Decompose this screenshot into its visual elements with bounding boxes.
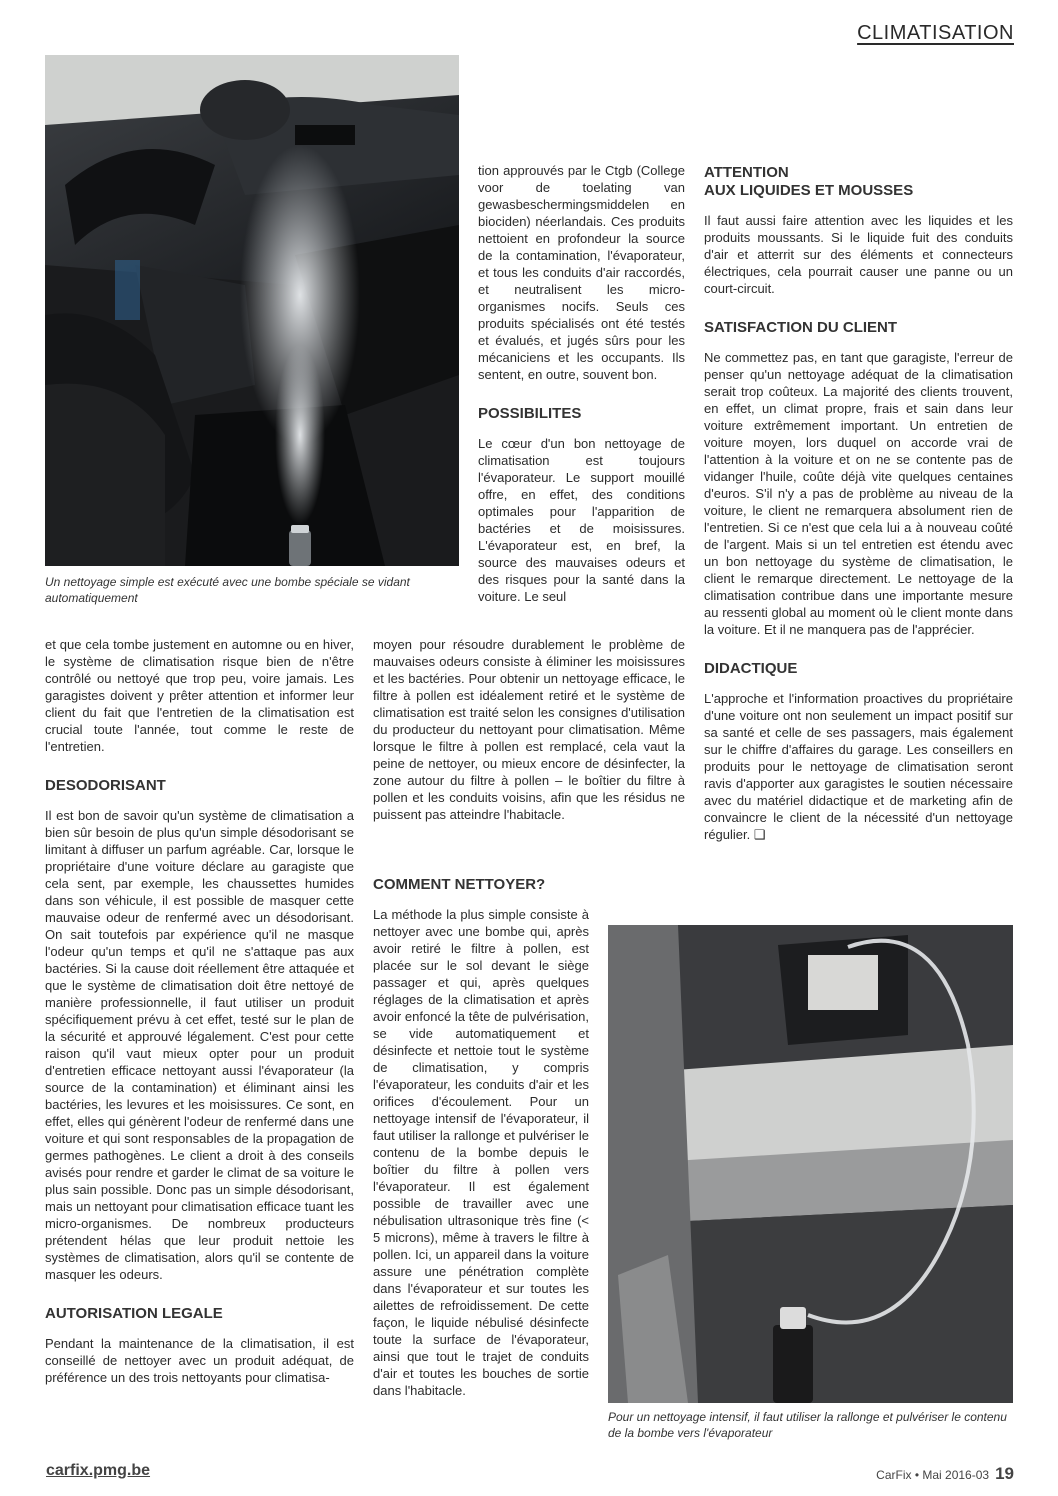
paragraph-didactique: L'approche et l'information proactives du propriétaire d'une voiture ont non seulement un impact positif sur sa santé et celle de ses passagers, mais également sur le chiffre d'affaires du garage. Les conseillers en produits pour le nettoyage de climatisation seront ravis d'apporter aux garagistes le soutien nécessaire avec du matériel didactique et de marketing afin de convaincre le client de la nécessité d'un nettoyage régulier. ❑ [704, 691, 1013, 842]
paragraph-satisfaction: Ne commettez pas, en tant que garagiste, l'erreur de penser qu'un nettoyage adéquat de la climatisation serait trop coûteux. La majorité des clients trouvent, en effet, un climat propre, frais et sain dans leur voiture extrêmement important. Un entretien de voiture moyen, lors duquel on accorde vrai de l'attention à la voiture et on ne se contente pas de vidanger l'huile, coûte déjà vite quelques centaines d'euros. S'il n'y a pas de problème au niveau de la voiture, le client ne remarquera absolument rien de l'entretien. Si ce n'est que cela lui a à nouveau coûté de l'argent. Mais si un tel entretien est étendu avec un bon nettoyage du système de climatisation, le client le remarque directement. Le nettoyage de la climatisation contribue dans une importante mesure au ressenti global au moment où le client monte dans la voiture. Et il ne manquera pas de l'apprécier. [704, 350, 1013, 637]
photo-car-interior-spray [45, 55, 459, 566]
heading-attention-1: ATTENTION [704, 164, 789, 181]
section-title: CLIMATISATION [857, 22, 1014, 44]
heading-possibilites: POSSIBILITES [478, 405, 582, 422]
footwell-illustration [608, 925, 1013, 1403]
column-1 [45, 636, 354, 1386]
paragraph-desodorisant: Il est bon de savoir qu'un système de climatisation a bien sûr besoin de plus qu'un simple désodorisant se limitant à diffuser un parfum agréable. Car, lorsque le propriétaire d'une voiture déclare au garagiste que cela sent, par exemple, les chaussettes humides dans son véhicule, il est possible de masquer cette mauvaise odeur de renfermé avec un désodorisant. On sait toutefois par expérience qu'il ne masque l'odeur qu'un temps et qu'il ne s'attaque pas aux bactéries. Si la cause doit réellement être attaquée et que le système de climatisation doit être nettoyé de manière professionnelle, il faut utiliser un produit spécifiquement prévu à cet effet, testé sur le plan de la sécurité et approuvé légalement. C'est pour cette raison qu'il vaut mieux opter pour un produit d'entretien efficace nettoyant aussi l'évaporateur (la source de la contamination) et éliminant ainsi les bactéries, les levures et les moisissures. Ce sont, en effet, elles qui génèrent l'odeur de renfermé dans une voiture et qui sont responsables de la propagation de germes pathogènes. Le client a droit à des conseils avisés pour rendre et garder le climat de sa voiture le plus sain possible. Donc pas un simple désodorisant, mais un nettoyant pour climatisation efficace tuant les micro-organismes. De nombreux producteurs prétendent hélas que leur produit nettoie les systèmes de climatisation, alors qu'il se contente de masquer les odeurs. [45, 808, 354, 1282]
paragraph-possibilites-a: Le cœur d'un bon nettoyage de climatisation est toujours l'évaporateur. Le support mouillé offre, en effet, des conditions optimales pour l'apparition de bactéries et de moisissures. L'évaporateur est, en bref, la source des mauvaises odeurs et des risques pour la santé dans la voiture. Le seul [478, 436, 685, 604]
heading-desodorisant: DESODORISANT [45, 777, 166, 794]
photo-footwell-hose [608, 925, 1013, 1403]
col1-intro: et que cela tombe justement en automne ou en hiver, le système de climatisation risque bien de n'être contrôlé ou nettoyé que trop peu, voire jamais. Les garagistes doivent y prêter attention et informer leur client du fait que l'entretien de la climatisation est crucial toute l'année, tout comme le reste de l'entretien. [45, 637, 354, 754]
footer-issue [876, 1464, 1014, 1484]
heading-comment-nettoyer: COMMENT NETTOYER? [373, 876, 546, 893]
paragraph-ctgb: tion approuvés par le Ctgb (College voor de toelating van gewasbeschermingsmiddelen en biociden) néerlandais. Ces produits nettoient en profondeur la source de la contamination, l'évaporateur, et tous les conduits d'air raccordés, et neutralisent les micro-organismes nocifs. Seuls ces produits spécialisés ont été testés et évalués, et jugés sûrs pour les mécaniciens et les occupants. Ils sentent, en outre, souvent bon. [478, 163, 685, 382]
car-interior-illustration [45, 55, 459, 566]
heading-didactique: DIDACTIQUE [704, 660, 798, 677]
column-2-comment [373, 876, 589, 1399]
issue-label: CarFix • Mai 2016-03 [876, 1468, 990, 1482]
page-number: 19 [995, 1464, 1014, 1483]
column-3 [704, 164, 1013, 843]
heading-satisfaction: SATISFACTION DU CLIENT [704, 319, 898, 336]
column-2-lower [373, 636, 685, 823]
paragraph-autorisation: Pendant la maintenance de la climatisation, il est conseillé de nettoyer avec un produit adéquat, de préférence un des trois nettoyants pour climatisa- [45, 1336, 354, 1385]
heading-attention-2: AUX LIQUIDES ET MOUSSES [704, 182, 914, 199]
paragraph-comment-nettoyer: La méthode la plus simple consiste à nettoyer avec une bombe qui, après avoir retiré le filtre à pollen, est placée sur le sol devant le siège passager et qui, après quelques réglages de la climatisation et après avoir enfoncé la tête de pulvérisation, se vide automatiquement et désinfecte et nettoie tout le système de climatisation, y compris l'évaporateur, les conduits d'air et les orifices d'écoulement. Pour un nettoyage intensif de l'évaporateur, il faut utiliser la rallonge et pulvériser le contenu de la bombe depuis le boîtier du filtre à pollen vers l'évaporateur. Il est également possible de travailler avec une nébulisation ultrasonique très fine (< 5 microns), même à travers le filtre à pollen. Ici, un appareil dans la voiture assure une pénétration complète dans l'évaporateur et sur toutes les ailettes de refroidissement. De cette façon, le liquide nébulisé désinfecte toute la surface de l'évaporateur, ainsi que tout le trajet de conduits d'air et toutes les bouches de sortie dans l'habitacle. [373, 907, 589, 1398]
paragraph-possibilites-b: moyen pour résoudre durablement le problème de mauvaises odeurs consiste à éliminer les moisissures et les bactéries. Pour obtenir un nettoyage efficace, le filtre à pollen est idéalement retiré et le système de climatisation est traité selon les consignes d'utilisation du producteur du nettoyant pour climatisation. Même lorsque le filtre à pollen est remplacé, cela vaut la peine de nettoyer, ou mieux encore de désinfecter, la zone autour du filtre à pollen – le boîtier du filtre à pollen et les conduits voisins, afin que les résidus ne puissent pas atteindre l'habitacle. [373, 637, 685, 822]
column-2-upper [478, 162, 685, 605]
paragraph-attention: Il faut aussi faire attention avec les liquides et les produits moussants. Si le liquide fuit des conduits d'air et atterrit sur des éléments et connecteurs électriques, cela pourrait causer une panne ou un court-circuit. [704, 213, 1013, 296]
figure-caption-1: Un nettoyage simple est exécuté avec une bombe spéciale se vidant automatiquement [45, 575, 410, 605]
footer-website-link[interactable]: carfix.pmg.be [46, 1462, 151, 1479]
figure-caption-2: Pour un nettoyage intensif, il faut utiliser la rallonge et pulvériser le contenu de la bombe vers l'évaporateur [608, 1410, 1007, 1440]
heading-autorisation: AUTORISATION LEGALE [45, 1305, 223, 1322]
